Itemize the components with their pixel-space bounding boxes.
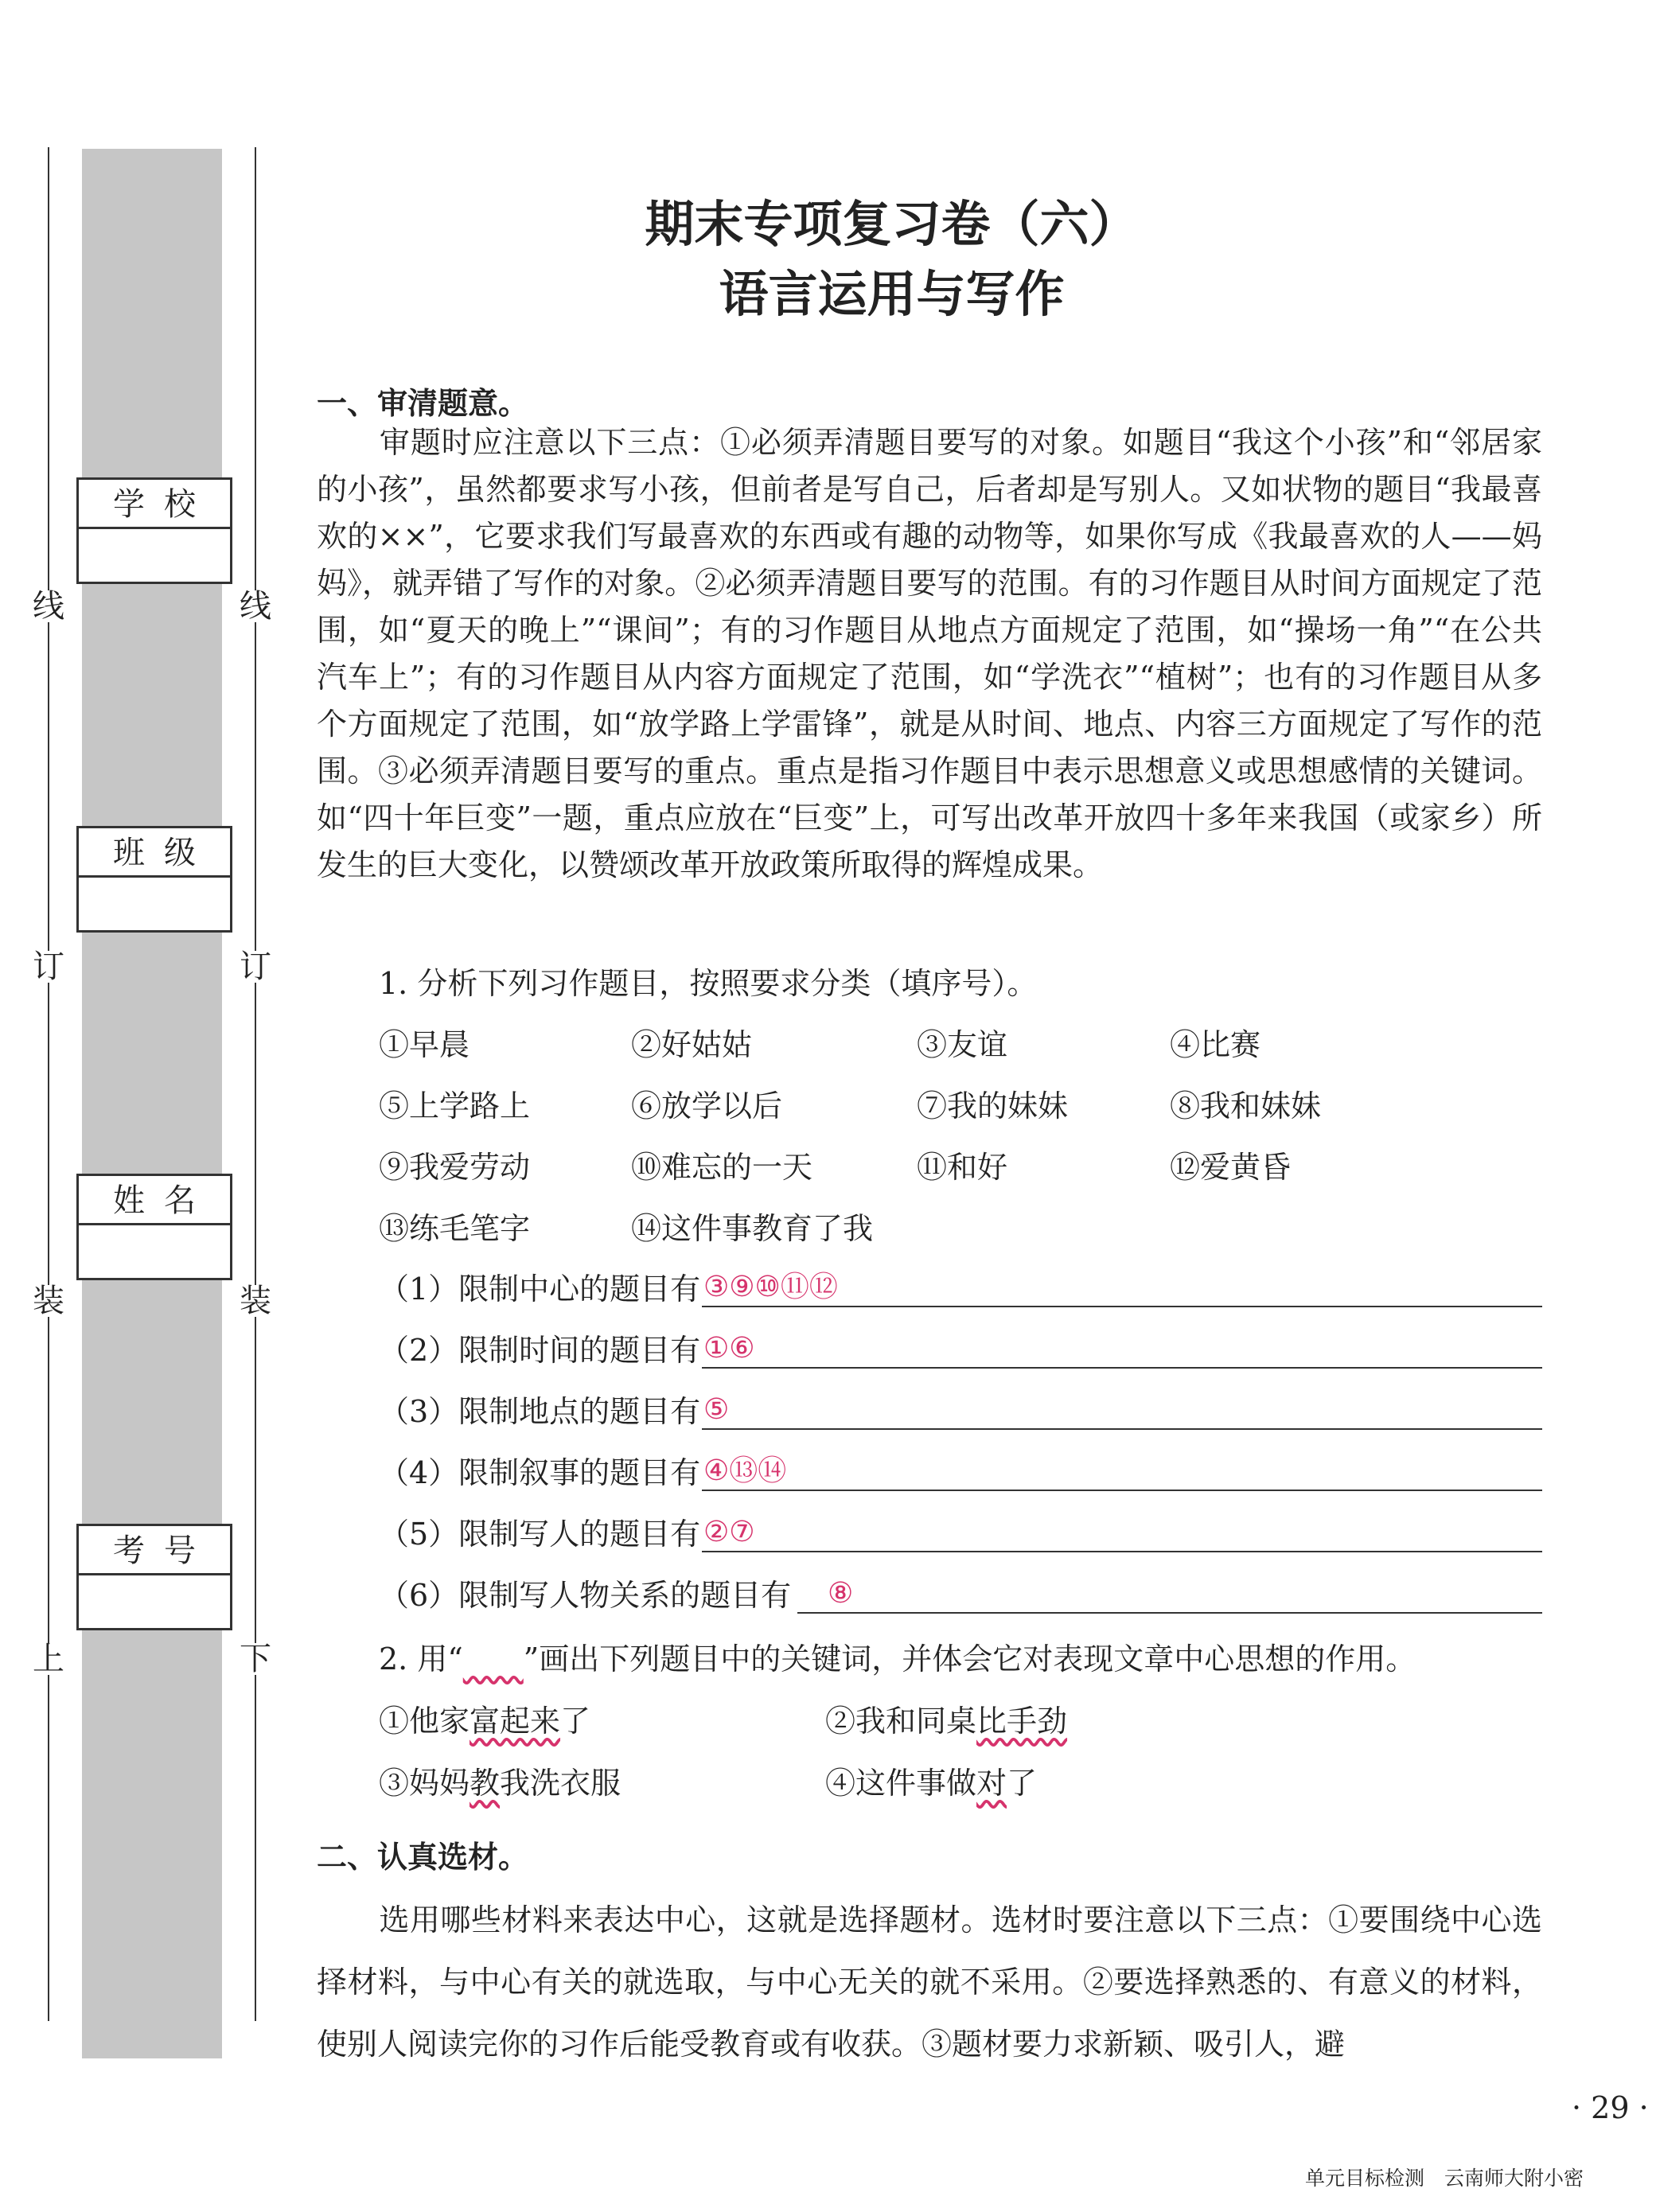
option: ⑫爱黄昏 — [1170, 1150, 1292, 1185]
page-title: 期末专项复习卷（六） — [645, 195, 1139, 253]
school-label: 学校 — [79, 480, 230, 529]
section1-heading: 一、审清题意。 — [317, 386, 529, 421]
cut-label-bind-right: 装 — [240, 1283, 271, 1319]
q1-item-label: （3）限制地点的题目有 — [379, 1394, 701, 1429]
q1-item-label: （2）限制时间的题目有 — [379, 1333, 701, 1368]
option: ②好姑姑 — [631, 1027, 753, 1062]
q1-item-label: （4）限制叙事的题目有 — [379, 1455, 701, 1490]
cut-label-down: 下 — [240, 1641, 271, 1677]
name-label: 姓名 — [79, 1176, 230, 1225]
option: ⑬练毛笔字 — [379, 1211, 531, 1246]
section2-paragraph — [317, 1889, 1542, 2075]
cut-label-staple-right: 订 — [240, 948, 271, 985]
answer-line[interactable] — [797, 1612, 1542, 1614]
cut-label-up: 上 — [33, 1641, 64, 1677]
q2-item-text: ④这件事做 — [825, 1766, 977, 1801]
name-field[interactable] — [76, 1174, 232, 1280]
q1-prompt: 1. 分析下列习作题目，按照要求分类（填序号）。 — [379, 966, 1038, 1001]
q2-item — [825, 1766, 1037, 1801]
q1-item-label: （1）限制中心的题目有 — [379, 1272, 701, 1307]
exam-number-label: 考号 — [79, 1526, 230, 1575]
q2-keyword[interactable]: 教 — [470, 1766, 501, 1801]
binding-strip — [82, 149, 222, 2058]
q2-prompt-end: ”画出下列题目中的关键词，并体会它对表现文章中心思想的作用。 — [523, 1641, 1416, 1677]
option: ⑭这件事教育了我 — [631, 1211, 874, 1246]
q2-item-text: ①他家 — [379, 1704, 470, 1739]
q2-item-text: ②我和同桌 — [825, 1704, 977, 1739]
q1-item-label: （6）限制写人物关系的题目有 — [379, 1578, 792, 1613]
page-number: · 29 · — [1572, 2090, 1649, 2125]
answer-line[interactable] — [702, 1428, 1542, 1430]
exam-number-field[interactable] — [76, 1524, 232, 1630]
option: ⑨我爱劳动 — [379, 1150, 531, 1185]
option: ⑩难忘的一天 — [631, 1150, 813, 1185]
q2-item-text: 了 — [560, 1704, 591, 1739]
school-field[interactable] — [76, 477, 232, 584]
option: ③友谊 — [917, 1027, 1008, 1062]
class-label: 班级 — [79, 828, 230, 878]
q2-item — [379, 1704, 590, 1739]
option: ④比赛 — [1170, 1027, 1261, 1062]
q2-keyword[interactable]: 对 — [976, 1766, 1007, 1801]
class-field[interactable] — [76, 826, 232, 933]
q2-item-text: ③妈妈 — [379, 1766, 470, 1801]
section1-paragraph — [317, 419, 1542, 889]
q1-item-label: （5）限制写人的题目有 — [379, 1517, 701, 1552]
q2-prompt — [379, 1641, 1416, 1677]
option: ⑪和好 — [917, 1150, 1008, 1185]
option: ⑧我和妹妹 — [1170, 1088, 1322, 1124]
series-name: 单元目标检测 云南师大附小密 — [1305, 2167, 1584, 2190]
wavy-line-sample — [463, 1641, 524, 1677]
q2-prompt-start: 2. 用“ — [379, 1641, 463, 1677]
answer-text: ③⑨⑩⑪⑫ — [703, 1271, 838, 1303]
answer-text: ⑧ — [828, 1577, 854, 1610]
q2-item — [379, 1766, 621, 1801]
q2-item — [825, 1704, 1067, 1739]
q2-item-text: 我洗衣服 — [500, 1766, 621, 1801]
q2-item-text: 了 — [1007, 1766, 1038, 1801]
option: ⑦我的妹妹 — [917, 1088, 1069, 1124]
q2-keyword[interactable]: 富起来 — [470, 1704, 561, 1739]
q2-keyword[interactable]: 比手劲 — [976, 1704, 1068, 1739]
answer-line[interactable] — [702, 1490, 1542, 1491]
cut-line-right — [255, 147, 256, 2021]
answer-text: ①⑥ — [703, 1332, 755, 1365]
answer-text: ④⑬⑭ — [703, 1455, 787, 1487]
cut-label-line-left: 线 — [33, 588, 64, 625]
page-subtitle: 语言运用与写作 — [719, 265, 1065, 323]
cut-label-bind-left: 装 — [33, 1283, 64, 1319]
option: ⑥放学以后 — [631, 1088, 783, 1124]
section2-heading: 二、认真选材。 — [317, 1840, 529, 1875]
answer-line[interactable] — [702, 1367, 1542, 1369]
answer-text: ②⑦ — [703, 1516, 755, 1548]
option: ①早晨 — [379, 1027, 470, 1062]
cut-label-staple-left: 订 — [33, 948, 64, 985]
section1-paragraph-text: 审题时应注意以下三点：①必须弄清题目要写的对象。如题目“我这个小孩”和“邻居家的小孩”，虽然都要求写小孩，但前者是写自己，后者却是写别人。又如状物的题目“我最喜欢的××”，它要求我们写最喜欢的东西或有趣的动物等，如果你写成《我最喜欢的人——妈妈》，就弄错了写作的对象。②必须弄清题目要写的范围。有的习作题目从时间方面规定了范围，如“夏天的晚上”“课间”；有的习作题目从地点方面规定了范围，如“操场一角”“在公共汽车上”；有的习作题目从内容方面规定了范围，如“学洗衣”“植树”；也有的习作题目从多个方面规定了范围，如“放学路上学雷锋”，就是从时间、地点、内容三方面规定了写作的范围。③必须弄清题目要写的重点。重点是指习作题目中表示思想意义或思想感情的关键词。如“四十年巨变”一题，重点应放在“巨变”上，可写出改革开放四十多年来我国（或家乡）所发生的巨大变化，以赞颂改革开放政策所取得的辉煌成果。 — [317, 425, 1542, 882]
answer-line[interactable] — [702, 1551, 1542, 1552]
option: ⑤上学路上 — [379, 1088, 531, 1124]
answer-line[interactable] — [702, 1306, 1542, 1307]
cut-line-left-lower — [48, 1687, 49, 2021]
section2-paragraph-text: 选用哪些材料来表达中心，这就是选择题材。选材时要注意以下三点：①要围绕中心选择材料，与中心有关的就选取，与中心无关的就不采用。②要选择熟悉的、有意义的材料，使别人阅读完你的习作后能受教育或有收获。③题材要力求新颖、吸引人，避 — [317, 1902, 1542, 2062]
cut-label-line-right: 线 — [240, 588, 271, 625]
answer-text: ⑤ — [703, 1393, 730, 1426]
cut-line-left — [48, 147, 49, 1687]
